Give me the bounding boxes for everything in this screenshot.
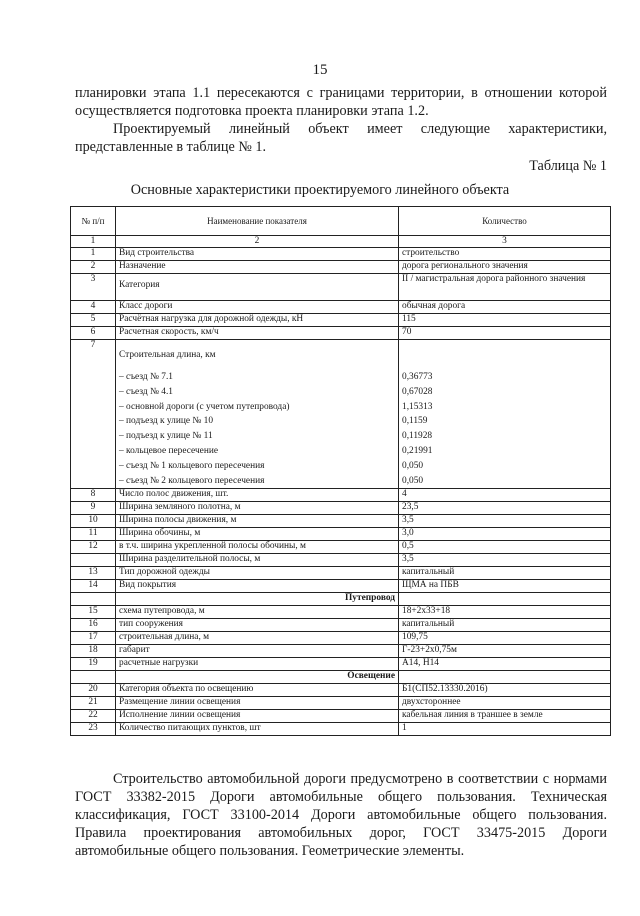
category-label: Категория — [119, 280, 160, 290]
row-name: строительная длина, м — [116, 632, 399, 645]
length-title: Строительная длина, км — [119, 350, 216, 360]
table-title: Основные характеристики проектируемого линейного объекта — [130, 182, 510, 198]
table-row — [71, 645, 611, 658]
row-number: 7 — [71, 340, 116, 489]
row-value: капитальный — [399, 619, 611, 632]
row-name: Расчетная скорость, км/ч — [116, 327, 399, 340]
intro-paragraph-1: планировки этапа 1.1 пересекаются с границами территории, в отношении которой осуществляется подготовка проекта планировки этапа 1.2. — [75, 85, 607, 119]
row-name: Число полос движения, шт. — [116, 489, 399, 502]
length-title-spacer — [402, 340, 607, 370]
table-row — [71, 710, 611, 723]
length-item-name: – кольцевое пересечение — [119, 445, 219, 456]
row-value: двухстороннее — [399, 697, 611, 710]
row-value: капитальный — [399, 567, 611, 580]
row-value: 0,5 — [399, 541, 611, 554]
table-row-length-block — [71, 340, 611, 489]
table-row — [71, 554, 611, 567]
header-quantity: Количество — [399, 207, 611, 236]
row-name: в т.ч. ширина укрепленной полосы обочины, м — [116, 541, 399, 554]
row-name: схема путепровода, м — [116, 606, 399, 619]
section-empty-cell — [71, 671, 116, 684]
col-index-2: 2 — [116, 236, 399, 248]
table-row — [71, 619, 611, 632]
row-name: габарит — [116, 645, 399, 658]
length-item-value: 0,11928 — [402, 431, 433, 442]
closing-paragraph: Строительство автомобильной дороги предусмотрено в соответствии с нормами ГОСТ 33382-2015 Дороги автомобильные общего пользования. Техническая классификация, ГОСТ 33100-2014 Дороги автомобильные общего пользования. Правила проектирования автомобильных дорог, ГОСТ 33475-2015 Дороги автомобильные общего пользования. Геометрические элементы. — [75, 771, 607, 859]
intro-paragraph-2: Проектируемый линейный объект имеет следующие характеристики, представленные в таблице № 1. — [75, 121, 607, 155]
table-row — [71, 632, 611, 645]
row-name: Назначение — [116, 261, 399, 274]
row-number: 4 — [71, 301, 116, 314]
length-item-value: 1,15313 — [402, 401, 433, 412]
row-name: Ширина полосы движения, м — [116, 515, 399, 528]
row-number: 11 — [71, 528, 116, 541]
length-item-name: – съезд № 1 кольцевого пересечения — [119, 460, 265, 471]
table-row — [71, 489, 611, 502]
row-number: 2 — [71, 261, 116, 274]
row-name: Ширина разделительной полосы, м — [116, 554, 399, 567]
length-item-value: 0,21991 — [402, 445, 433, 456]
header-name: Наименование показателя — [116, 207, 399, 236]
table-header-row — [71, 207, 611, 236]
row-name: Количество питающих пунктов, шт — [116, 723, 399, 736]
length-item-value: 0,36773 — [402, 372, 433, 382]
row-number: 20 — [71, 684, 116, 697]
length-item-name: – подъезд к улице № 11 — [119, 431, 213, 442]
row-number: 10 — [71, 515, 116, 528]
col-index-1: 1 — [71, 236, 116, 248]
row-value: Б1(СП52.13330.2016) — [399, 684, 611, 697]
length-item-name: – съезд № 4.1 — [119, 386, 173, 397]
row-value: Г-23+2х0,75м — [399, 645, 611, 658]
row-value: 3,5 — [399, 554, 611, 567]
length-item-value: 0,050 — [402, 460, 424, 471]
row-value: 3,5 — [399, 515, 611, 528]
row-value: 3,0 — [399, 528, 611, 541]
row-value: 23,5 — [399, 502, 611, 515]
row-name: Размещение линии освещения — [116, 697, 399, 710]
row-value: обычная дорога — [399, 301, 611, 314]
table-row — [71, 697, 611, 710]
row-value: дорога регионального значения — [399, 261, 611, 274]
row-number: 21 — [71, 697, 116, 710]
row-name — [116, 274, 399, 301]
row-number: 19 — [71, 658, 116, 671]
row-name: Исполнение линии освещения — [116, 710, 399, 723]
column-index-row — [71, 236, 611, 248]
section-empty-cell — [399, 593, 611, 606]
table-row — [71, 541, 611, 554]
length-item-value: 0,050 — [402, 475, 424, 486]
row-number: 18 — [71, 645, 116, 658]
row-name: Категория объекта по освещению — [116, 684, 399, 697]
row-number: 23 — [71, 723, 116, 736]
row-number — [71, 554, 116, 567]
section-label: Путепровод — [116, 593, 399, 606]
page-number: 15 — [312, 62, 328, 78]
length-item-value: 0,1159 — [402, 416, 428, 427]
length-item-name: – основной дороги (с учетом путепровода) — [119, 401, 290, 412]
table-row — [71, 606, 611, 619]
table-row — [71, 723, 611, 736]
col-index-3: 3 — [399, 236, 611, 248]
row-name: Расчётная нагрузка для дорожной одежды, кН — [116, 314, 399, 327]
row-name: тип сооружения — [116, 619, 399, 632]
header-number: № п/п — [71, 207, 116, 236]
row-number: 3 — [71, 274, 116, 301]
length-item-value: 0,67028 — [402, 386, 433, 397]
row-name: Ширина земляного полотна, м — [116, 502, 399, 515]
row-value: А14, Н14 — [399, 658, 611, 671]
row-name: Вид покрытия — [116, 580, 399, 593]
table-row-category — [71, 274, 611, 301]
row-number: 9 — [71, 502, 116, 515]
section-row-overpass — [71, 593, 611, 606]
table-row — [71, 515, 611, 528]
table-caption: Таблица № 1 — [529, 158, 607, 174]
row-value: II / магистральная дорога районного значения — [399, 274, 611, 301]
row-number: 15 — [71, 606, 116, 619]
row-number: 6 — [71, 327, 116, 340]
row-value: кабельная линия в траншее в земле — [399, 710, 611, 723]
row-name: Вид строительства — [116, 248, 399, 261]
table-row — [71, 314, 611, 327]
row-number: 13 — [71, 567, 116, 580]
row-number: 8 — [71, 489, 116, 502]
row-number: 17 — [71, 632, 116, 645]
table-row — [71, 658, 611, 671]
characteristics-table — [70, 206, 611, 736]
section-empty-cell — [71, 593, 116, 606]
length-item-name: – подъезд к улице № 10 — [119, 416, 214, 427]
table-row — [71, 248, 611, 261]
table-row — [71, 261, 611, 274]
row-number: 1 — [71, 248, 116, 261]
row-number: 12 — [71, 541, 116, 554]
row-value: 4 — [399, 489, 611, 502]
section-empty-cell — [399, 671, 611, 684]
length-names — [116, 340, 399, 489]
row-name: расчетные нагрузки — [116, 658, 399, 671]
row-value: 109,75 — [399, 632, 611, 645]
row-value: 1 — [399, 723, 611, 736]
row-number: 14 — [71, 580, 116, 593]
row-value: 115 — [399, 314, 611, 327]
table-row — [71, 684, 611, 697]
row-value: 18+2х33+18 — [399, 606, 611, 619]
table-row — [71, 502, 611, 515]
length-item-name: – съезд № 7.1 — [119, 372, 173, 382]
table-row — [71, 528, 611, 541]
row-value: ЩМА на ПБВ — [399, 580, 611, 593]
row-number: 16 — [71, 619, 116, 632]
length-item-name: – съезд № 2 кольцевого пересечения — [119, 475, 265, 486]
row-name: Тип дорожной одежды — [116, 567, 399, 580]
row-name: Класс дороги — [116, 301, 399, 314]
row-number: 22 — [71, 710, 116, 723]
table-row — [71, 301, 611, 314]
length-values — [399, 340, 611, 489]
section-label: Освещение — [116, 671, 399, 684]
table-row — [71, 327, 611, 340]
table-row — [71, 580, 611, 593]
section-row-lighting — [71, 671, 611, 684]
row-number: 5 — [71, 314, 116, 327]
table-row — [71, 567, 611, 580]
row-value: 70 — [399, 327, 611, 340]
row-value: строительство — [399, 248, 611, 261]
row-name: Ширина обочины, м — [116, 528, 399, 541]
